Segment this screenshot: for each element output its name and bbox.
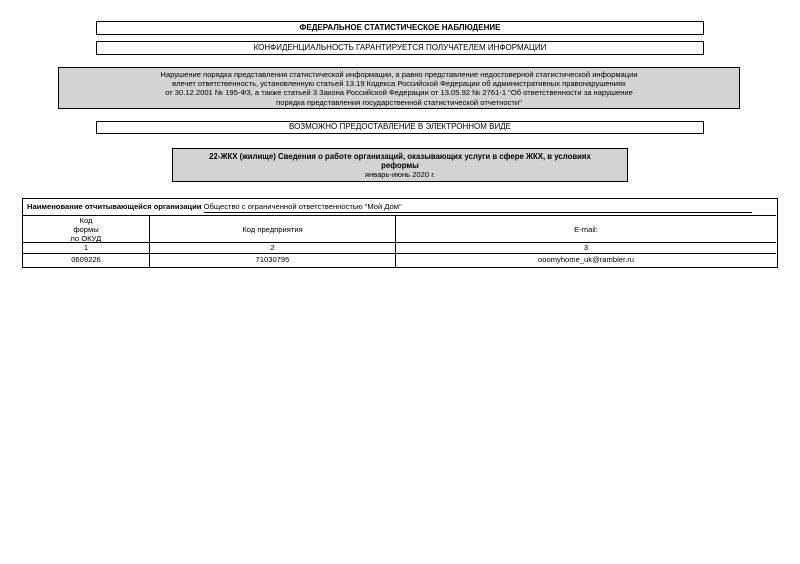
table-row: [23, 253, 776, 267]
column-number: 1: [83, 243, 89, 252]
enterprise-code-header: Код предприятия: [149, 216, 395, 243]
organization-label: Наименование отчитывающейся организации: [27, 202, 202, 211]
federal-observation-banner: ФЕДЕРАЛЬНОЕ СТАТИСТИЧЕСКОЕ НАБЛЮДЕНИЕ: [96, 21, 704, 35]
okud-header-line: по ОКУД: [70, 234, 102, 243]
form-title-box: [172, 148, 628, 182]
warning-line: от 30.12.2001 № 195-ФЗ, а также статьей 3 Закона Российской Федерации от 13.05.92 № 2761-1 "Об ответственности за нарушение: [165, 88, 633, 98]
okud-header-line: Код: [79, 216, 93, 225]
organization-name: Общество с ограниченной ответственностью "Мой Дом": [204, 201, 752, 213]
electronic-submission-banner: ВОЗМОЖНО ПРЕДОСТАВЛЕНИЕ В ЭЛЕКТРОННОМ ВИДЕ: [96, 121, 704, 134]
warning-line: влечет ответственность, установленную статьей 13.19 Кодекса Российской Федерации об административных правонарушениях: [172, 79, 626, 89]
email-header: E-mail:: [395, 216, 776, 243]
form-period: январь-июнь 2020 г.: [364, 170, 436, 179]
enterprise-code-value: 71030795: [149, 254, 395, 267]
form-title: 22-ЖКХ (жилище) Сведения о работе организаций, оказывающих услуги в сфере ЖКХ, в условиях реформы: [209, 152, 591, 170]
okud-value: 0609226: [71, 255, 101, 264]
okud-header-line: формы: [73, 225, 99, 234]
column-number: 3: [395, 243, 776, 254]
warning-line: порядка представления государственной статистической отчетности": [276, 97, 522, 107]
legal-warning-box: [58, 67, 740, 109]
confidentiality-banner: КОНФИДЕНЦИАЛЬНОСТЬ ГАРАНТИРУЕТСЯ ПОЛУЧАТЕЛЕМ ИНФОРМАЦИИ: [96, 41, 704, 55]
organization-table: [22, 198, 778, 268]
column-number: 2: [149, 243, 395, 254]
okud-header: [23, 216, 149, 243]
email-value: ooomyhome_uk@rambler.ru: [395, 254, 776, 267]
warning-line: Нарушение порядка представления статистической информации, а равно представление недостоверной статистической информации: [160, 70, 638, 79]
organization-row: [23, 199, 776, 215]
table-header-row: [23, 215, 776, 243]
